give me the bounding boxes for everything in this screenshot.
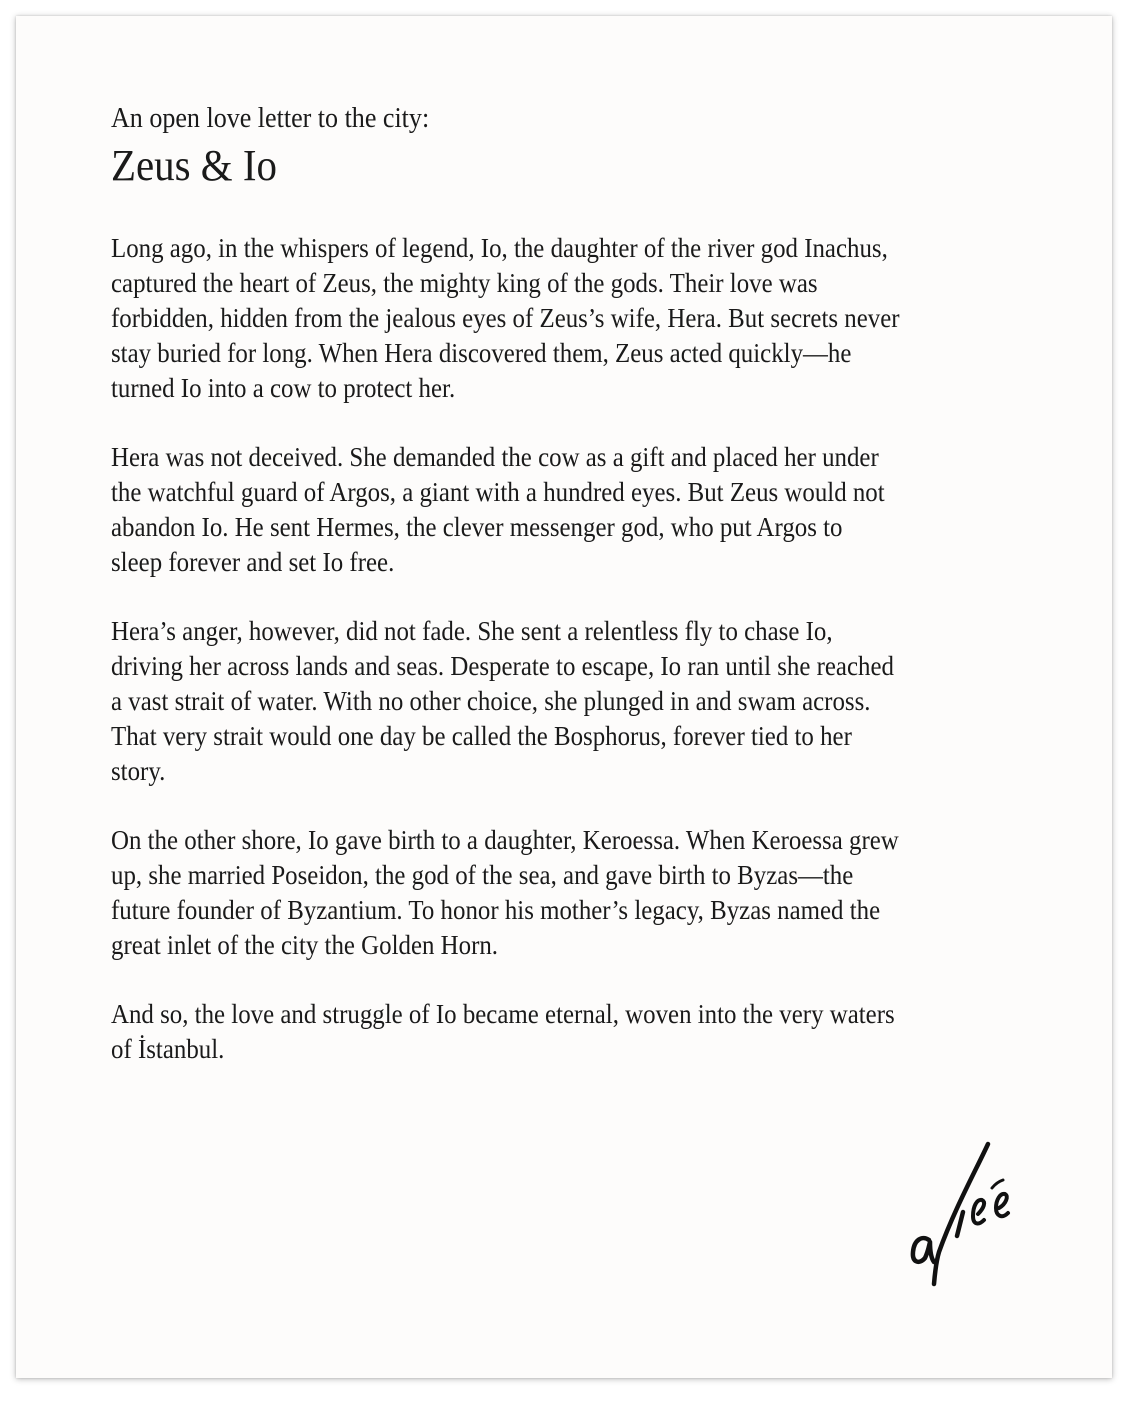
handwritten-signature-icon [892, 1140, 1032, 1300]
text-line: stay buried for long. When Hera discovered them, Zeus acted quickly—he [111, 337, 852, 368]
paragraph-2 [111, 439, 1071, 579]
paragraph-3 [111, 613, 1071, 788]
text-line: forbidden, hidden from the jealous eyes of Zeus’s wife, Hera. But secrets never [111, 302, 900, 333]
letter-body [111, 230, 1071, 1066]
text-line: captured the heart of Zeus, the mighty king of the gods. Their love was [111, 267, 818, 298]
text-line: Long ago, in the whispers of legend, Io, the daughter of the river god Inachus, [111, 232, 888, 263]
text-line: great inlet of the city the Golden Horn. [111, 929, 499, 960]
text-line: a vast strait of water. With no other choice, she plunged in and swam across. [111, 685, 871, 716]
text-line: abandon Io. He sent Hermes, the clever messenger god, who put Argos to [111, 511, 843, 542]
text-line: Hera’s anger, however, did not fade. She sent a relentless fly to chase Io, [111, 615, 833, 646]
text-line: driving her across lands and seas. Desperate to escape, Io ran until she reached [111, 650, 894, 681]
letter-subtitle: An open love letter to the city: [111, 103, 430, 134]
letter-content [111, 102, 1071, 1100]
letter-title: Zeus & Io [111, 141, 277, 190]
paragraph-1 [111, 230, 1071, 405]
text-line: up, she married Poseidon, the god of the sea, and gave birth to Byzas—the [111, 859, 854, 890]
text-line: On the other shore, Io gave birth to a daughter, Keroessa. When Keroessa grew [111, 824, 899, 855]
text-line: Hera was not deceived. She demanded the cow as a gift and placed her under [111, 441, 879, 472]
paragraph-4 [111, 822, 1071, 962]
text-line: sleep forever and set Io free. [111, 546, 395, 577]
text-line: future founder of Byzantium. To honor his mother’s legacy, Byzas named the [111, 894, 881, 925]
paragraph-5 [111, 996, 1071, 1066]
text-line: And so, the love and struggle of Io became eternal, woven into the very waters [111, 998, 895, 1029]
text-line: turned Io into a cow to protect her. [111, 372, 456, 403]
text-line: the watchful guard of Argos, a giant with a hundred eyes. But Zeus would not [111, 476, 885, 507]
text-line: story. [111, 755, 166, 786]
text-line: of İstanbul. [111, 1033, 225, 1064]
text-line: That very strait would one day be called the Bosphorus, forever tied to her [111, 720, 852, 751]
